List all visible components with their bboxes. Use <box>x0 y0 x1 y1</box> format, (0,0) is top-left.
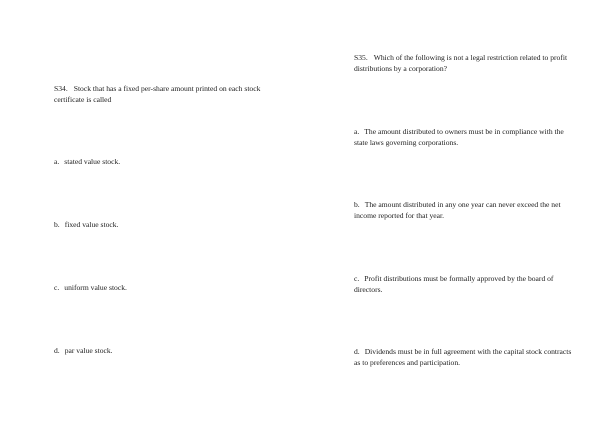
option-letter: b. <box>354 200 360 209</box>
option-text: stated value stock. <box>64 157 121 166</box>
option-a <box>54 156 274 167</box>
option-d <box>54 345 274 356</box>
option-b <box>54 219 274 230</box>
option-letter: d. <box>54 346 60 355</box>
question-s34 <box>54 83 269 105</box>
option-text: The amount distributed in any one year can never exceed the net income reported for that year. <box>354 200 561 220</box>
question-text: Stock that has a fixed per-share amount printed on each stock certificate is called <box>54 84 261 104</box>
option-text: uniform value stock. <box>64 283 127 292</box>
question-number: S34. <box>54 84 68 93</box>
option-letter: d. <box>354 347 360 356</box>
option-text: The amount distributed to owners must be in compliance with the state laws governing corporations. <box>354 127 564 147</box>
option-letter: c. <box>354 274 360 283</box>
option-letter: b. <box>54 220 60 229</box>
option-a <box>354 126 572 148</box>
option-text: Profit distributions must be formally approved by the board of directors. <box>354 274 554 294</box>
option-c <box>54 282 274 293</box>
question-number: S35. <box>354 53 368 62</box>
option-letter: c. <box>54 283 60 292</box>
option-b <box>354 199 572 221</box>
option-letter: a. <box>354 127 360 136</box>
option-text: par value stock. <box>64 346 113 355</box>
option-c <box>354 273 572 295</box>
question-s35 <box>354 52 569 74</box>
option-text: fixed value stock. <box>64 220 119 229</box>
option-text: Dividends must be in full agreement with the capital stock contracts as to preferences and participation. <box>354 347 572 367</box>
option-letter: a. <box>54 157 60 166</box>
option-d <box>354 346 572 368</box>
question-text: Which of the following is not a legal restriction related to profit distributions by a corporation? <box>354 53 568 73</box>
